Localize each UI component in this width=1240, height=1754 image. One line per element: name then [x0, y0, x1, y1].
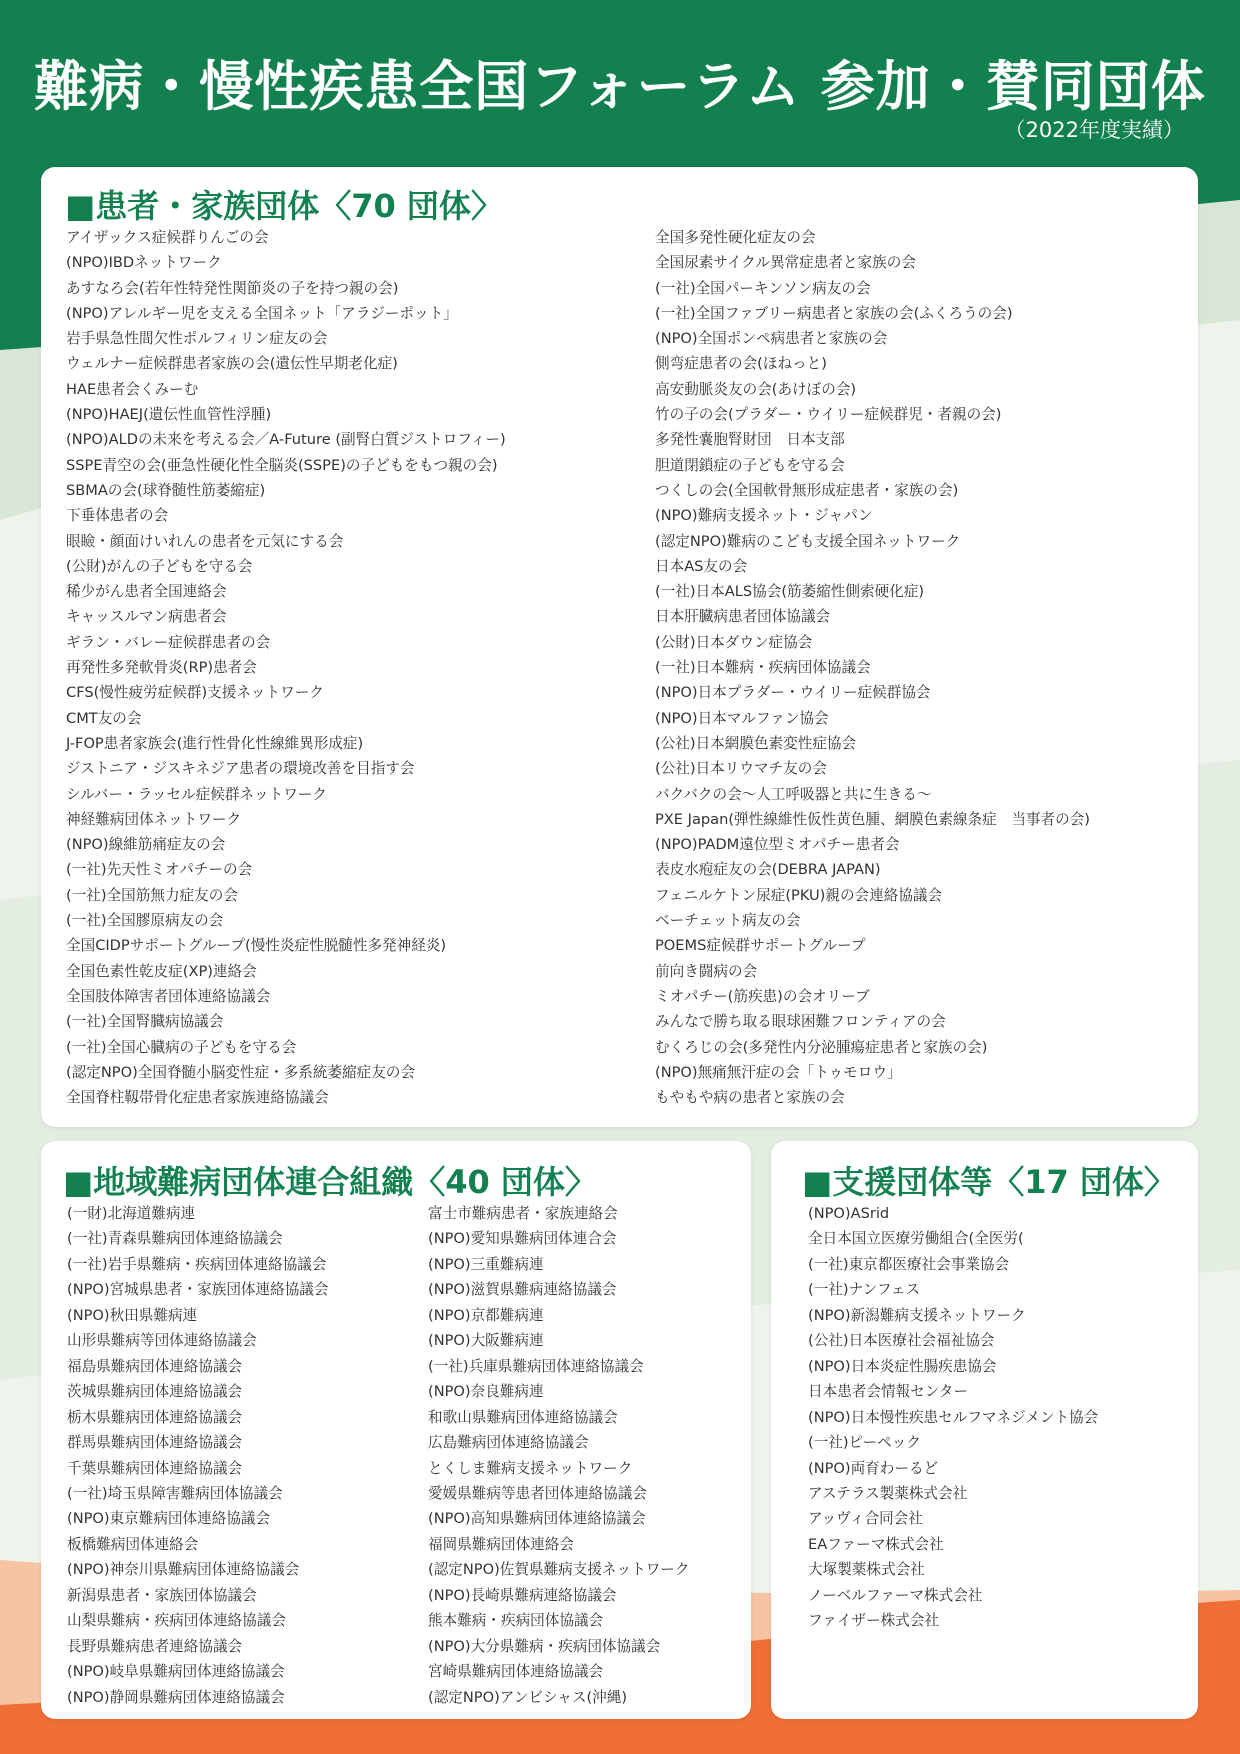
- organization-item: (認定NPO)難病のこども支援全国ネットワーク: [655, 532, 961, 550]
- organization-item: アッヴィ合同会社: [808, 1510, 923, 1528]
- organization-item: (NPO)線維筋痛症友の会: [66, 836, 226, 854]
- organization-item: フェニルケトン尿症(PKU)親の会連絡協議会: [655, 886, 943, 904]
- organization-item: 前向き闘病の会: [655, 962, 758, 980]
- organization-item: (一社)日本難病・疾病団体協議会: [655, 659, 871, 677]
- organization-item: 全日本国立医療労働組合(全医労(: [808, 1230, 1024, 1248]
- organization-item: 表皮水疱症友の会(DEBRA JAPAN): [655, 861, 881, 879]
- organization-item: (NPO)秋田県難病連: [67, 1306, 198, 1324]
- support-heading: ■支援団体等〈17 団体〉: [802, 1163, 1176, 1201]
- organization-item: (NPO)高知県難病団体連絡協議会: [428, 1510, 646, 1528]
- organization-item: 全国脊柱靱帯骨化症患者家族連絡協議会: [66, 1089, 329, 1107]
- organization-item: 愛媛県難病等患者団体連絡協議会: [428, 1484, 647, 1502]
- organization-item: (一社)ピーペック: [808, 1434, 921, 1452]
- organization-item: (NPO)IBDネットワーク: [66, 254, 222, 272]
- page-title: 難病・慢性疾患全国フォーラム 参加・賛同団体: [34, 55, 1206, 118]
- support-panel: [771, 1141, 1198, 1719]
- organization-item: 熊本難病・疾病団体協議会: [428, 1612, 604, 1630]
- organization-item: (NPO)新潟難病支援ネットワーク: [808, 1306, 1026, 1324]
- organization-item: 広島難病団体連絡協議会: [428, 1434, 589, 1452]
- organization-item: (NPO)HAEJ(遺伝性血管性浮腫): [66, 406, 272, 424]
- organization-item: 日本AS友の会: [655, 557, 748, 575]
- organization-item: もやもや病の患者と家族の会: [655, 1089, 845, 1107]
- organization-item: CMT友の会: [66, 709, 142, 727]
- organization-item: EAファーマ株式会社: [808, 1535, 944, 1553]
- regional-heading: ■地域難病団体連合組織〈40 団体〉: [63, 1163, 597, 1201]
- organization-item: 再発性多発軟骨炎(RP)患者会: [66, 659, 257, 677]
- organization-item: 日本患者会情報センター: [808, 1383, 968, 1401]
- patients-panel: [41, 167, 1198, 1127]
- organization-item: アステラス製薬株式会社: [808, 1484, 968, 1502]
- organization-item: (一社)青森県難病団体連絡協議会: [67, 1230, 283, 1248]
- organization-item: あすなろ会(若年性特発性関節炎の子を持つ親の会): [66, 279, 399, 297]
- organization-item: 大塚製薬株式会社: [808, 1561, 925, 1579]
- organization-item: (NPO)東京難病団体連絡協議会: [67, 1510, 271, 1528]
- organization-item: (NPO)長崎県難病連絡協議会: [428, 1586, 617, 1604]
- organization-item: SBMAの会(球脊髄性筋萎縮症): [66, 481, 266, 499]
- organization-item: 日本肝臓病患者団体協議会: [655, 608, 831, 626]
- organization-item: つくしの会(全国軟骨無形成症患者・家族の会): [655, 481, 959, 499]
- organization-item: (NPO)奈良難病連: [428, 1383, 544, 1401]
- organization-item: 新潟県患者・家族団体協議会: [67, 1586, 257, 1604]
- organization-item: 全国色素性乾皮症(XP)連絡会: [66, 962, 257, 980]
- organization-item: (NPO)日本プラダー・ウイリー症候群協会: [655, 684, 931, 702]
- organization-item: (一社)埼玉県障害難病団体協議会: [67, 1484, 283, 1502]
- organization-item: POEMS症候群サポートグループ: [655, 937, 866, 955]
- organization-item: (公社)日本医療社会福祉協会: [808, 1332, 995, 1350]
- organization-item: 栃木県難病団体連絡協議会: [67, 1408, 243, 1426]
- organization-item: (NPO)京都難病連: [428, 1306, 544, 1324]
- page-subtitle: （2022年度実績）: [1004, 118, 1184, 142]
- organization-item: 全国肢体障害者団体連絡協議会: [66, 987, 271, 1005]
- organization-item: 山梨県難病・疾病団体連絡協議会: [67, 1612, 286, 1630]
- organization-item: 板橋難病団体連絡会: [67, 1535, 199, 1553]
- organization-item: (NPO)全国ポンペ病患者と家族の会: [655, 330, 888, 348]
- organization-item: (一社)日本ALS協会(筋萎縮性側索硬化症): [655, 583, 925, 601]
- organization-item: (一社)全国パーキンソン病友の会: [655, 279, 871, 297]
- organization-item: (一社)全国腎臓病協議会: [66, 1013, 224, 1031]
- organization-item: 側弯症患者の会(ほねっと): [655, 355, 827, 373]
- organization-item: (認定NPO)全国脊髄小脳変性症・多系統萎縮症友の会: [66, 1063, 416, 1081]
- organization-item: PXE Japan(弾性線維性仮性黄色腫、網膜色素線条症 当事者の会): [655, 810, 1090, 828]
- organization-item: (NPO)大分県難病・疾病団体協議会: [428, 1637, 661, 1655]
- organization-item: むくろじの会(多発性内分泌腫瘍症患者と家族の会): [655, 1038, 988, 1056]
- organization-item: キャッスルマン病患者会: [66, 608, 227, 626]
- organization-item: (NPO)PADM遠位型ミオパチー患者会: [655, 836, 900, 854]
- organization-item: 茨城県難病団体連絡協議会: [67, 1383, 243, 1401]
- organization-item: CFS(慢性疲労症候群)支援ネットワーク: [66, 684, 324, 702]
- organization-item: (NPO)アレルギー児を支える全国ネット「アラジーポット」: [66, 304, 458, 322]
- organization-item: シルバー・ラッセル症候群ネットワーク: [66, 785, 328, 803]
- organization-item: (認定NPO)アンビシャス(沖縄): [428, 1688, 628, 1706]
- organization-item: (公財)がんの子どもを守る会: [66, 557, 253, 575]
- organization-item: 竹の子の会(プラダー・ウイリー症候群児・者親の会): [655, 406, 1002, 424]
- organization-item: (一社)ナンフェス: [808, 1281, 921, 1299]
- organization-item: (一財)北海道難病連: [67, 1205, 196, 1222]
- organization-item: ウェルナー症候群患者家族の会(遺伝性早期老化症): [66, 355, 398, 373]
- organization-item: みんなで勝ち取る眼球困難フロンティアの会: [655, 1013, 946, 1031]
- organization-item: (NPO)日本慢性疾患セルフマネジメント協会: [808, 1408, 1099, 1426]
- organization-item: (NPO)ASrid: [808, 1205, 890, 1222]
- organization-item: 全国CIDPサポートグループ(慢性炎症性脱髄性多発神経炎): [66, 937, 447, 955]
- organization-item: 全国尿素サイクル異常症患者と家族の会: [655, 254, 916, 272]
- organization-item: 稀少がん患者全国連絡会: [66, 583, 227, 601]
- organization-item: (NPO)岐阜県難病団体連絡協議会: [67, 1663, 285, 1681]
- organization-item: (NPO)ALDの未来を考える会／A-Future (副腎白質ジストロフィー): [66, 431, 506, 449]
- organization-item: (NPO)宮城県患者・家族団体連絡協議会: [67, 1281, 329, 1299]
- organization-item: (一社)岩手県難病・疾病団体連絡協議会: [67, 1255, 327, 1273]
- organization-item: 山形県難病等団体連絡協議会: [67, 1332, 257, 1350]
- organization-item: 高安動脈炎友の会(あけぼの会): [655, 380, 857, 398]
- regional-list-right: [428, 1201, 690, 1710]
- organization-item: (一社)東京都医療社会事業協会: [808, 1255, 1010, 1273]
- organization-item: (一社)全国膠原病友の会: [66, 912, 224, 930]
- organization-item: (NPO)日本炎症性腸疾患協会: [808, 1357, 997, 1375]
- organization-item: (一社)全国筋無力症友の会: [66, 886, 238, 904]
- organization-item: 群馬県難病団体連絡協議会: [67, 1434, 243, 1452]
- organization-item: 眼瞼・顔面けいれんの患者を元気にする会: [66, 532, 344, 550]
- patients-heading: ■患者・家族団体〈70 団体〉: [65, 187, 503, 225]
- page-header: [0, 0, 1240, 160]
- organization-item: 岩手県急性間欠性ポルフィリン症友の会: [66, 330, 328, 348]
- organization-item: (NPO)無痛無汗症の会「トゥモロウ」: [655, 1063, 902, 1081]
- organization-item: 神経難病団体ネットワーク: [66, 810, 242, 828]
- organization-item: (NPO)滋賀県難病連絡協議会: [428, 1281, 617, 1299]
- organization-item: (NPO)三重難病連: [428, 1255, 544, 1273]
- organization-item: 全国多発性硬化症友の会: [655, 229, 816, 246]
- organization-item: HAE患者会くみーむ: [66, 380, 199, 398]
- organization-item: (一社)全国心臓病の子どもを守る会: [66, 1038, 297, 1056]
- organization-item: 多発性嚢胞腎財団 日本支部: [655, 431, 845, 449]
- organization-item: ジストニア・ジスキネジア患者の環境改善を目指す会: [66, 760, 415, 778]
- organization-item: SSPE青空の会(亜急性硬化性全脳炎(SSPE)の子どもをもつ親の会): [66, 456, 498, 474]
- organization-item: (NPO)静岡県難病団体連絡協議会: [67, 1688, 285, 1706]
- organization-item: とくしま難病支援ネットワーク: [428, 1459, 633, 1477]
- patients-list-left: [66, 225, 506, 1110]
- support-list: [808, 1201, 1098, 1634]
- regional-list-left: [67, 1201, 329, 1710]
- organization-item: 福岡県難病団体連絡会: [428, 1535, 574, 1553]
- organization-item: 千葉県難病団体連絡協議会: [67, 1459, 243, 1477]
- organization-item: 福島県難病団体連絡協議会: [67, 1357, 243, 1375]
- organization-item: (公財)日本ダウン症協会: [655, 633, 813, 651]
- organization-item: (一社)先天性ミオパチーの会: [66, 861, 253, 879]
- organization-item: バクバクの会～人工呼吸器と共に生きる～: [655, 785, 932, 803]
- organization-item: (NPO)日本マルファン協会: [655, 709, 829, 727]
- organization-item: 宮崎県難病団体連絡協議会: [428, 1663, 604, 1681]
- regional-panel: [41, 1141, 751, 1719]
- organization-item: ギラン・バレー症候群患者の会: [66, 633, 271, 651]
- organization-item: (公社)日本網膜色素変性症協会: [655, 734, 857, 752]
- patients-list-right: [655, 225, 1090, 1110]
- organization-item: (NPO)大阪難病連: [428, 1332, 544, 1350]
- organization-item: ノーベルファーマ株式会社: [808, 1586, 983, 1604]
- organization-item: 胆道閉鎖症の子どもを守る会: [655, 456, 845, 474]
- organization-item: J-FOP患者家族会(進行性骨化性線維異形成症): [66, 734, 364, 752]
- organization-item: (一社)全国ファブリー病患者と家族の会(ふくろうの会): [655, 304, 1013, 322]
- organization-item: 和歌山県難病団体連絡協議会: [428, 1408, 618, 1426]
- organization-item: (NPO)両育わーるど: [808, 1459, 939, 1477]
- organization-item: 富士市難病患者・家族連絡会: [428, 1205, 618, 1222]
- organization-item: 長野県難病患者連絡協議会: [67, 1637, 243, 1655]
- organization-item: (一社)兵庫県難病団体連絡協議会: [428, 1357, 644, 1375]
- organization-item: アイザックス症候群りんごの会: [66, 229, 269, 246]
- organization-item: (NPO)愛知県難病団体連合会: [428, 1230, 617, 1248]
- organization-item: 下垂体患者の会: [66, 507, 169, 525]
- organization-item: (NPO)神奈川県難病団体連絡協議会: [67, 1561, 300, 1579]
- organization-item: ミオパチー(筋疾患)の会オリーブ: [655, 987, 870, 1005]
- organization-item: ベーチェット病友の会: [655, 912, 801, 930]
- organization-item: (公社)日本リウマチ友の会: [655, 760, 827, 778]
- organization-item: (認定NPO)佐賀県難病支援ネットワーク: [428, 1561, 690, 1579]
- organization-item: ファイザー株式会社: [808, 1612, 940, 1630]
- organization-item: (NPO)難病支援ネット・ジャパン: [655, 507, 873, 525]
